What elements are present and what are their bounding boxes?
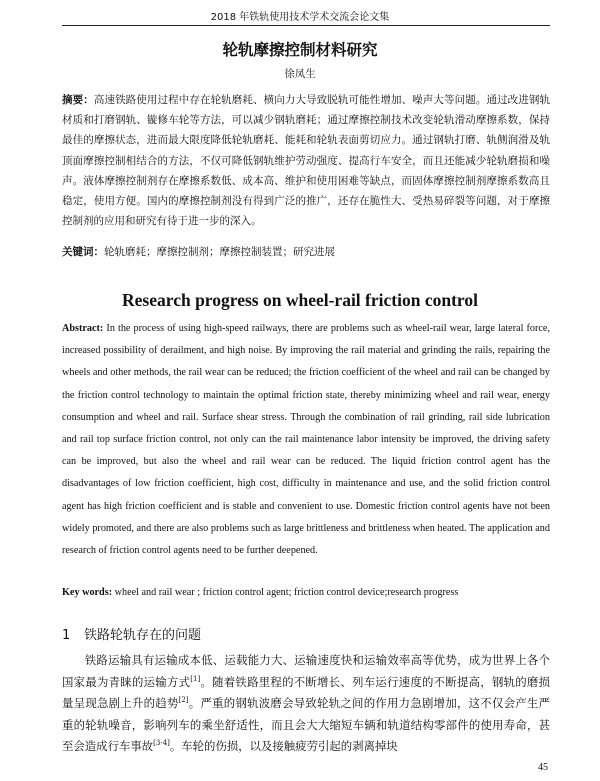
chinese-abstract-label: 摘要： xyxy=(62,94,94,106)
chinese-keywords-label: 关键词： xyxy=(62,246,104,258)
english-abstract-text: In the process of using high-speed railways, there are problems such as wheel-rail wear, large lateral force, increased possibility of derailment, and high noise. By improving the rail material and grinding the rails, repairing the wheels and other methods, the rail wear can be reduced; the friction coefficient of the wheel and rail can be changed by the friction control technology to maintain the optimal friction state, thereby minimizing wheel and rail wear, energy consumption and wheel and rail. Surface shear stress. Through the combination of rail grinding, rail side lubrication and rail top surface friction control, not only can the rail maintenance labor intensity be improved, the driving safety can be improved, but also the wheel and rail wear can be reduced. The liquid friction control agent has the disadvantages of low friction coefficient, high cost, difficulty in maintenance and use, and the solid friction control agent has high friction coefficient and is stable and convenient to use. Domestic friction control agents have not been widely promoted, and there are also problems such as large brittleness and brittleness when heated. The application and research of friction control agents need to be further deepened. xyxy=(62,323,551,557)
section-number: 1 xyxy=(62,628,71,643)
english-keywords xyxy=(62,584,550,602)
chinese-keywords-text: 轮轨磨耗；摩擦控制剂；摩擦控制装置；研究进展 xyxy=(104,246,335,258)
english-keywords-label: Key words: xyxy=(62,587,113,598)
english-abstract xyxy=(62,318,550,562)
section-heading xyxy=(62,624,550,643)
body-text-part: 。车轮的伤损，以及接触疲劳引起的剥离掉块 xyxy=(169,739,398,753)
body-text-part: 。随着铁路里程的不断增长、列车运行速度的不断提高，钢轨的磨损量呈现急剧上升的趋势 xyxy=(62,674,550,710)
running-header: 2018 年铁轨使用技术学术交流会论文集 xyxy=(210,12,390,23)
english-keywords-text: wheel and rail wear ; friction control agent; friction control device;research progress xyxy=(114,587,459,598)
body-text-part: 。严重的钢轨波磨会导致轮轨之间的作用力急剧增加，这不仅会产生严重的轮轨噪音，影响列车的乘坐舒适性，而且会大大缩短车辆和轨道结构零部件的使用寿命，甚至会造成行车事故 xyxy=(62,696,550,753)
body-text-part: 铁路运输具有运输成本低、运载能力大、运输速度快和运输效率高等优势，成为世界上各个国家最为青睐的运输方式 xyxy=(62,653,550,689)
chinese-abstract-text: 高速铁路使用过程中存在轮轨磨耗、横向力大导致脱轨可能性增加、噪声大等问题。通过改进钢轨材质和打磨钢轨、镟修车轮等方法，可以减少钢轨磨耗；通过摩擦控制技术改变轮轨滑动摩擦系数，保持最佳的摩擦状态，进而最大限度降低轮轨磨耗、能耗和轮轨表面剪切应力。通过钢轨打磨、轨侧润滑及轨顶面摩擦控制相结合的方法，不仅可降低钢轨维护劳动强度、提高行车安全，而且还能减少轮轨磨损和噪声。液体摩擦控制剂存在摩擦系数低、成本高、维护和使用困难等缺点，而固体摩擦控制剂摩擦系数高且稳定，使用方便。国内的摩擦控制剂没有得到广泛的推广，还存在脆性大、受热易碎裂等问题，对于摩擦控制剂的应用和研究有待于进一步的深入。 xyxy=(62,94,551,228)
english-abstract-label: Abstract: xyxy=(62,323,104,334)
citation: [2] xyxy=(178,696,189,705)
chinese-title: 轮轨摩擦控制材料研究 xyxy=(222,41,378,59)
citation: [1] xyxy=(190,674,201,683)
section-title: 铁路轮轨存在的问题 xyxy=(84,628,202,643)
citation: [3-4] xyxy=(153,739,170,748)
body-paragraph xyxy=(62,650,550,758)
english-title: Research progress on wheel-rail friction control xyxy=(122,290,478,310)
chinese-keywords xyxy=(62,242,550,262)
header-rule xyxy=(62,25,550,26)
chinese-abstract xyxy=(62,90,550,231)
author-name: 徐凤生 xyxy=(284,68,316,80)
page-number: 45 xyxy=(538,762,548,773)
